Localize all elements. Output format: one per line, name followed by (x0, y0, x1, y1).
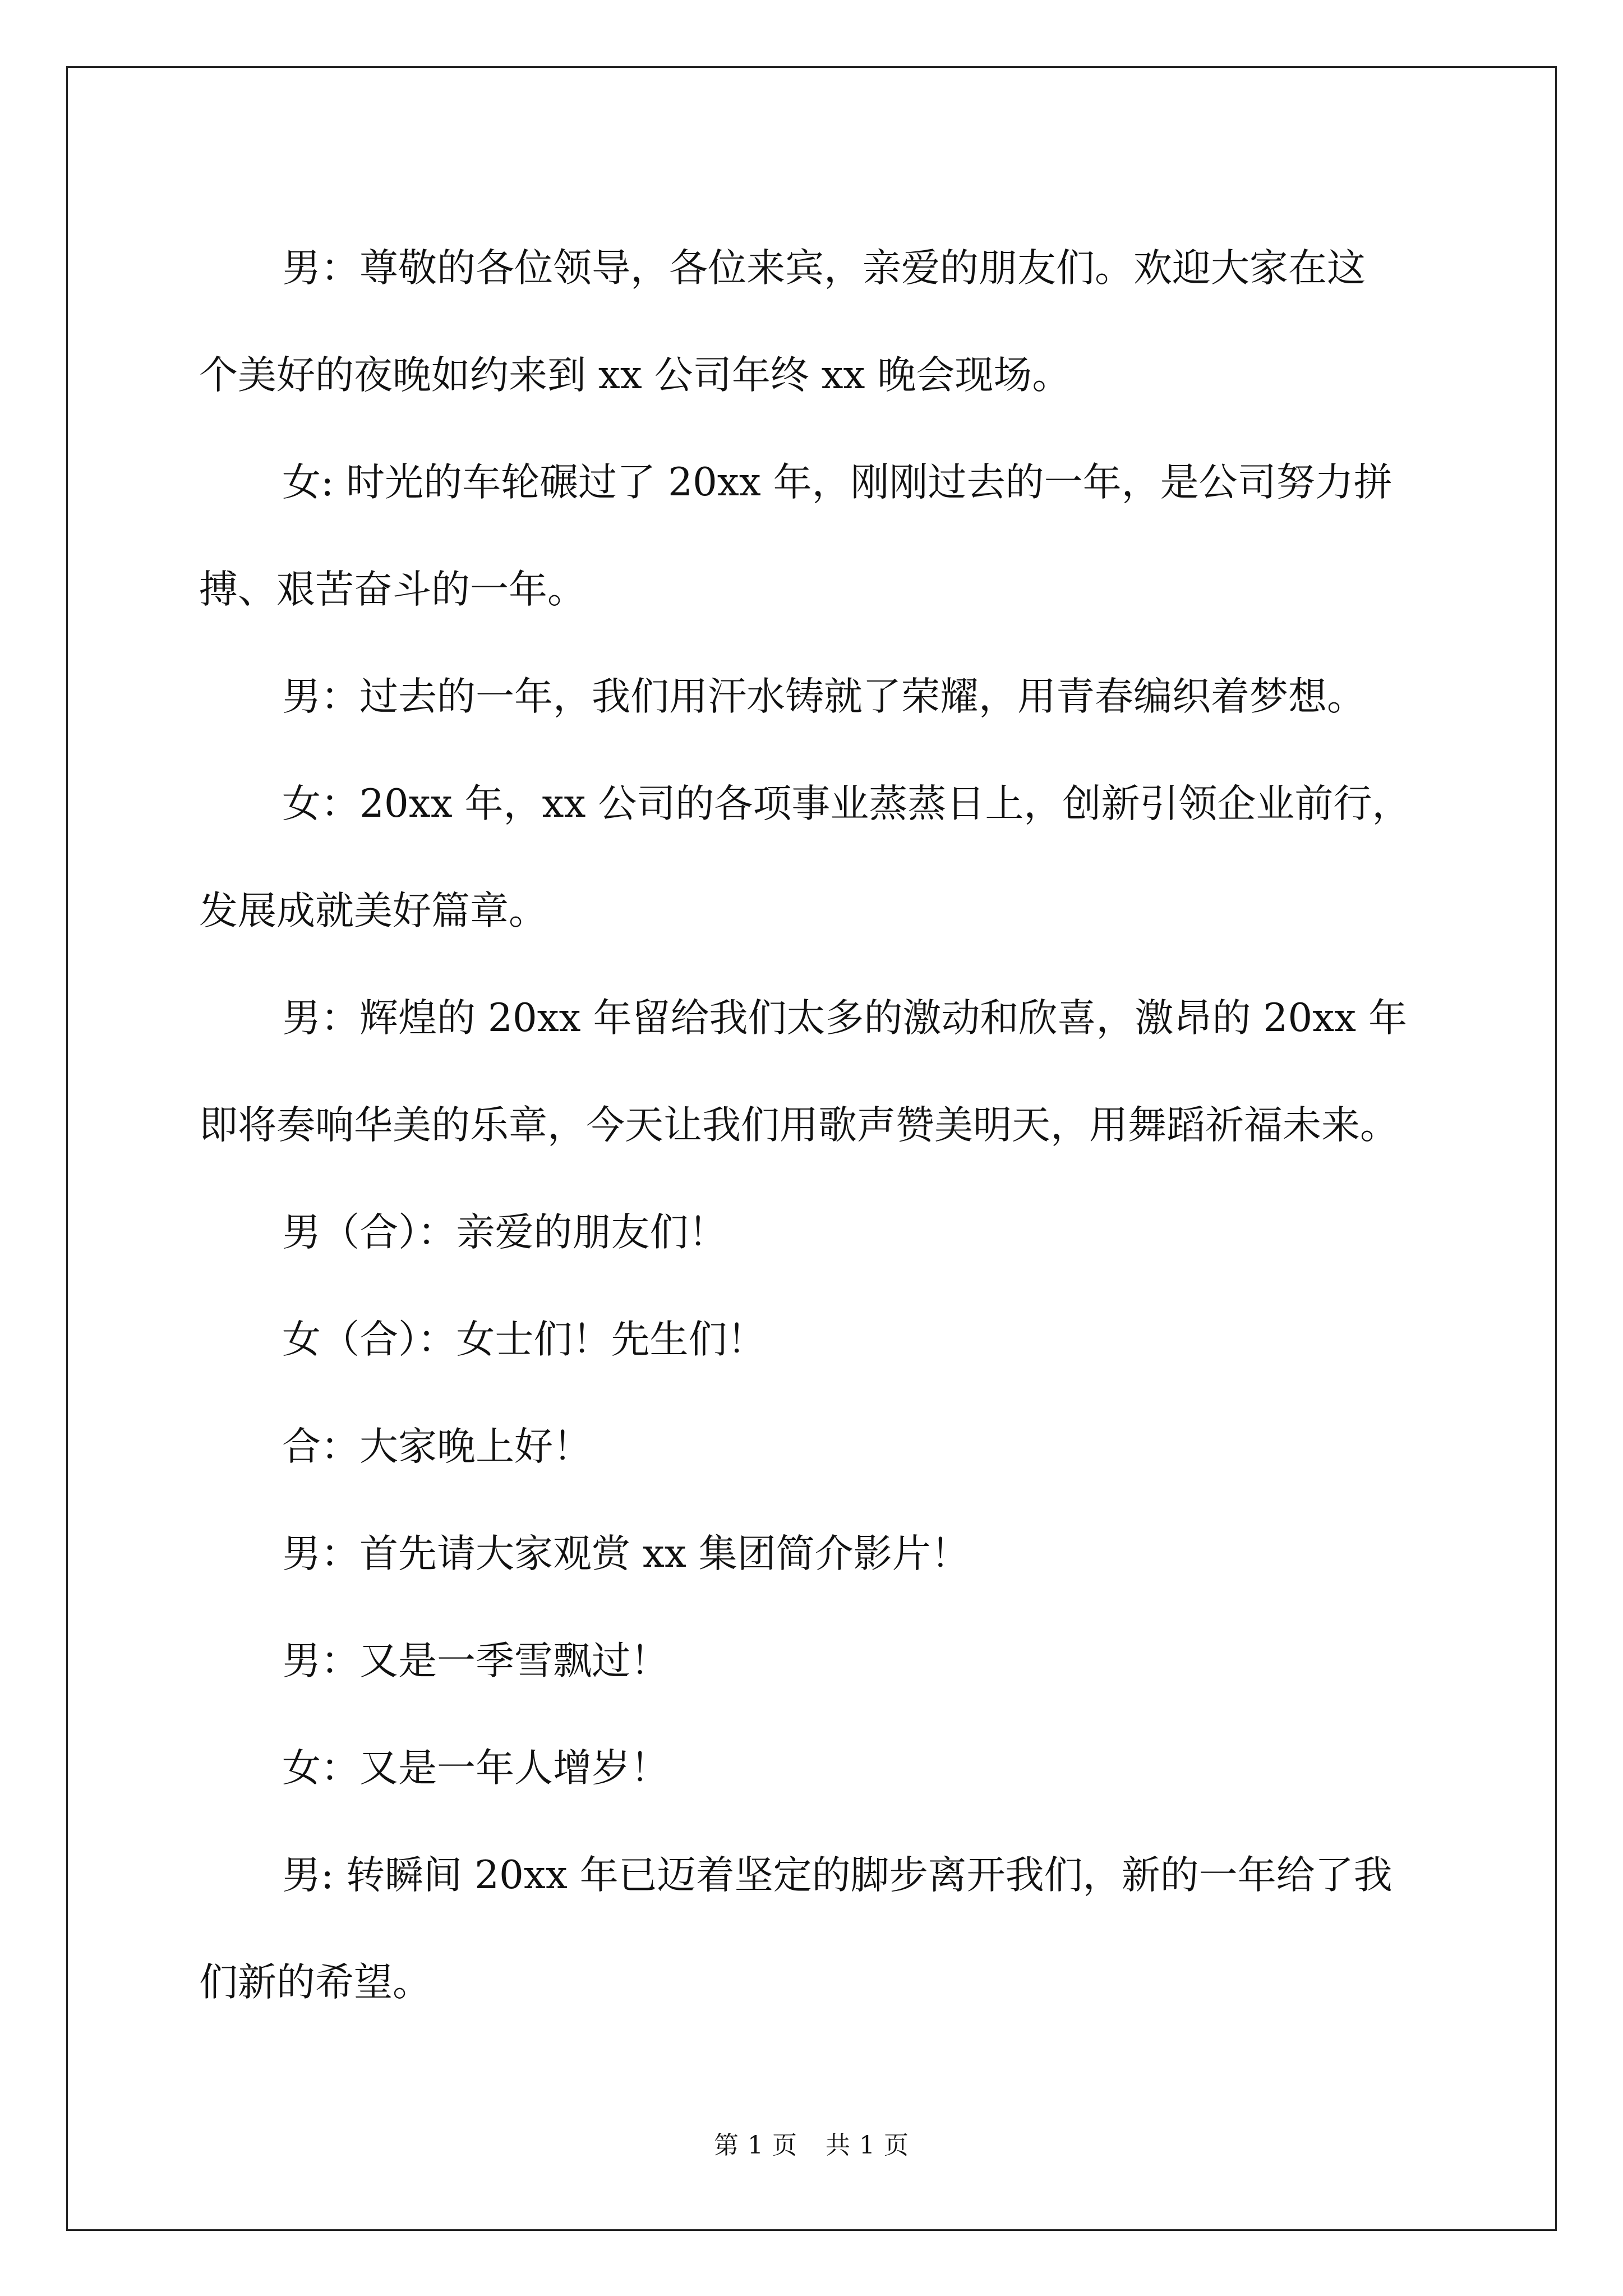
text-line: 女：又是一年人增岁！ (282, 1746, 669, 1791)
paragraph (199, 1286, 1433, 1393)
paragraph (199, 1393, 1433, 1501)
paragraph (199, 1608, 1433, 1715)
page-total: 共 1 页 (826, 2131, 909, 2160)
text-line: 男（合）：亲爱的朋友们！ (282, 1210, 727, 1255)
text-line: 男：尊敬的各位领导，各位来宾，亲爱的朋友们。欢迎大家在这 (282, 246, 1366, 291)
page-footer (0, 2129, 1623, 2162)
paragraph (199, 1822, 1433, 2036)
text-line: 男：过去的一年，我们用汗水铸就了荣耀，用青春编织着梦想。 (282, 674, 1366, 719)
paragraph (199, 1501, 1433, 1608)
text-line: 女（合）：女士们！先生们！ (282, 1317, 766, 1362)
paragraph (199, 429, 1433, 643)
text-line: 即将奏响华美的乐章，今天让我们用歌声赞美明天，用舞蹈祈福未来。 (199, 1103, 1399, 1148)
text-line: 合：大家晚上好！ (282, 1424, 592, 1469)
paragraph (199, 1715, 1433, 1822)
paragraph (199, 751, 1433, 965)
text-line: 男：首先请大家观赏 xx 集团简介影片！ (282, 1531, 970, 1576)
page-number: 第 1 页 (714, 2131, 797, 2160)
text-line: 们新的希望。 (199, 1960, 431, 2005)
text-line: 男：辉煌的 20xx 年留给我们太多的激动和欣喜，激昂的 20xx 年 (282, 996, 1407, 1041)
paragraph (199, 965, 1433, 1179)
text-line: 女：20xx 年，xx 公司的各项事业蒸蒸日上，创新引领企业前行， (282, 781, 1411, 826)
text-line: 男：又是一季雪飘过！ (282, 1639, 669, 1683)
paragraph (199, 643, 1433, 751)
text-line: 女: 时光的车轮碾过了 20xx 年，刚刚过去的一年，是公司努力拼 (282, 460, 1393, 505)
text-line: 搏、艰苦奋斗的一年。 (199, 567, 586, 612)
text-line: 发展成就美好篇章。 (199, 889, 547, 933)
paragraph (199, 1179, 1433, 1286)
text-line: 个美好的夜晚如约来到 xx 公司年终 xx 晚会现场。 (199, 353, 1071, 398)
paragraph (199, 215, 1433, 429)
text-line: 男: 转瞬间 20xx 年已迈着坚定的脚步离开我们，新的一年给了我 (282, 1853, 1393, 1898)
document-body (199, 215, 1433, 2036)
